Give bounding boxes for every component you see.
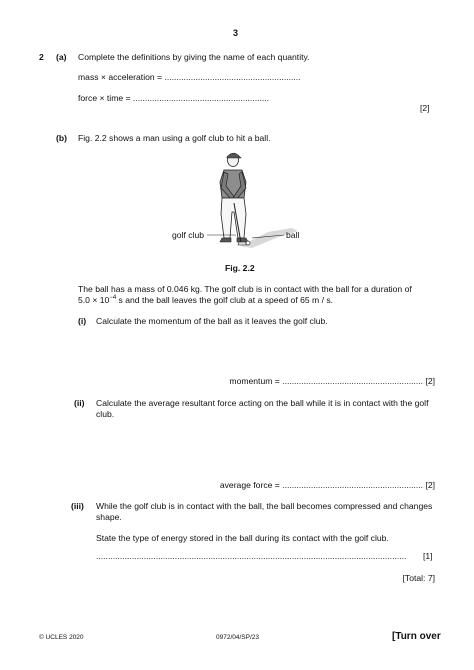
part-iii-text: While the golf club is in contact with the ball, the ball becomes compressed and changes shape. [96,501,433,522]
part-a-label: (a) [56,52,67,62]
footer-code: 0972/04/SP/23 [216,634,260,641]
definition-line-2: force × time = ......................................................... [78,93,270,103]
stem-rest: s and the ball leaves the golf club at a speed of 65 m / s. [116,295,334,305]
label-ball: ball [286,230,300,240]
part-iii-marks: [1] [423,551,433,561]
definition-line-1: mass × acceleration = ......................................................... [78,72,301,82]
momentum-answer-line: momentum = ........................................................... [2] [229,376,435,386]
question-number: 2 [39,52,44,62]
force-answer-line: average force = ........................................................... [2] [219,480,435,490]
label-golf-club: golf club [172,230,205,240]
turn-over: [Turn over [392,631,441,642]
part-a-instruction: Complete the definitions by giving the name of each quantity. [78,52,310,62]
page-number: 3 [233,28,239,38]
part-i-text: Calculate the momentum of the ball as it leaves the golf club. [96,316,328,326]
energy-answer-line: .................................................................................................................................. [96,551,407,561]
stem-line-1: The ball has a mass of 0.046 kg. The golf club is in contact with the ball for a duration of [78,284,412,294]
part-iii-instruction: State the type of energy stored in the ball during its contact with the golf club. [96,533,389,543]
total-marks: [Total: 7] [402,573,435,583]
part-i-label: (i) [78,316,87,326]
part-b-intro: Fig. 2.2 shows a man using a golf club to hit a ball. [78,133,271,143]
ball-shape [246,241,250,245]
stem-value: 5.0 × 10 [78,295,110,305]
part-ii-label: (ii) [74,398,85,408]
figure-caption: Fig. 2.2 [225,263,255,273]
part-a-marks: [2] [420,103,430,113]
part-ii-text: Calculate the average resultant force acting on the ball while it is in contact with the golf club. [96,398,429,419]
part-b-label: (b) [56,133,67,143]
stem-exponent: −4 [109,295,117,302]
footer-copyright: © UCLES 2020 [39,634,84,641]
stem-line-2 [78,295,333,305]
part-iii-label: (iii) [71,501,84,511]
